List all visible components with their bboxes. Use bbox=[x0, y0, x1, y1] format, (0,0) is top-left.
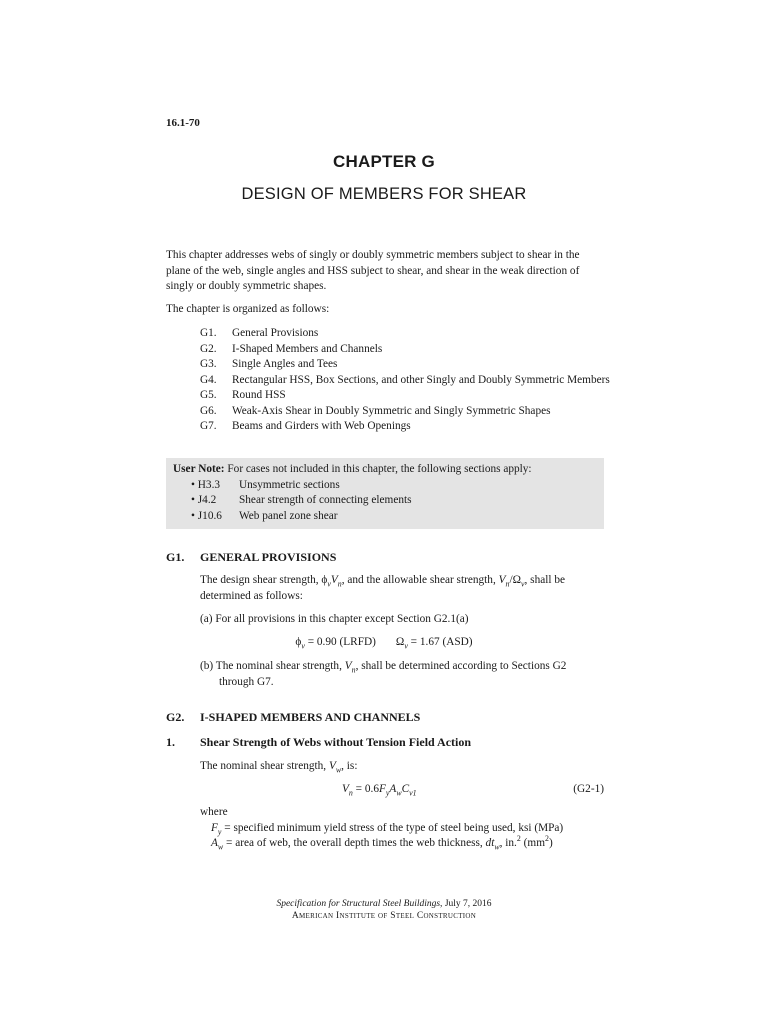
definition-aw bbox=[211, 834, 553, 852]
toc-code: G1. bbox=[200, 327, 217, 339]
text-run: ) bbox=[548, 837, 553, 849]
user-note-ref: • J4.2 bbox=[191, 494, 217, 506]
phi-symbol: ϕ bbox=[295, 636, 302, 648]
g1-paragraph bbox=[200, 573, 604, 604]
superscript: 2 bbox=[545, 834, 549, 844]
footer-date: July 7, 2016 bbox=[442, 899, 492, 909]
toc-title: I-Shaped Members and Channels bbox=[232, 342, 383, 355]
toc-code: G3. bbox=[200, 358, 217, 370]
toc-item bbox=[200, 404, 610, 420]
variable: d bbox=[485, 837, 492, 849]
user-note-box bbox=[166, 458, 604, 529]
variable: A bbox=[389, 783, 397, 795]
subscript: w bbox=[494, 842, 500, 852]
toc-code: G5. bbox=[200, 389, 217, 401]
resistance-factor-equation bbox=[0, 636, 768, 651]
nominal-shear-text bbox=[200, 759, 604, 775]
user-note-desc: Unsymmetric sections bbox=[239, 478, 340, 491]
variable: V bbox=[330, 574, 338, 586]
section-title: GENERAL PROVISIONS bbox=[200, 550, 337, 564]
subscript: v bbox=[301, 641, 305, 651]
subscript: v1 bbox=[409, 788, 417, 798]
subscript: v bbox=[327, 579, 331, 589]
toc-code: G6. bbox=[200, 404, 217, 417]
equation-expression bbox=[342, 783, 417, 798]
subscript: n bbox=[337, 579, 342, 589]
toc-item bbox=[200, 326, 610, 342]
page-footer bbox=[0, 898, 768, 922]
user-note-intro bbox=[173, 462, 597, 478]
intro-paragraph: This chapter addresses webs of singly or doubly symmetric members subject to shear in the plane of the web, single angles and HSS subject to shear, and shear in the weak direction of singly or doubly symmetric shapes. bbox=[166, 249, 580, 293]
subsection-title: Shear Strength of Webs without Tension Field Action bbox=[200, 735, 472, 749]
variable: A bbox=[211, 837, 218, 849]
variable: V bbox=[342, 783, 349, 795]
text-run: = 0.6 bbox=[352, 783, 379, 795]
toc-title: General Provisions bbox=[232, 327, 319, 339]
section-number: G2. bbox=[166, 710, 185, 724]
subscript: n bbox=[348, 788, 353, 798]
variable: V bbox=[498, 574, 506, 586]
text-run: The nominal shear strength, bbox=[200, 760, 329, 772]
equation-number: (G2-1) bbox=[573, 783, 604, 795]
subscript: n bbox=[351, 665, 356, 675]
toc-item bbox=[200, 357, 610, 373]
text-run: , is: bbox=[341, 760, 358, 772]
text-run: (mm bbox=[520, 837, 546, 849]
toc-code: G7. bbox=[200, 420, 217, 432]
user-note-ref: • H3.3 bbox=[191, 478, 221, 491]
user-note-item bbox=[173, 509, 597, 525]
toc-title: Rectangular HSS, Box Sections, and other Singly and Doubly Symmetric Members bbox=[232, 373, 610, 386]
definition-fy bbox=[211, 822, 564, 837]
toc-title: Weak-Axis Shear in Doubly Symmetric and Singly Symmetric Shapes bbox=[232, 404, 551, 417]
section-heading-g2 bbox=[166, 710, 420, 725]
user-note-item bbox=[173, 493, 597, 509]
phi-symbol: ϕ bbox=[321, 574, 328, 586]
toc-item bbox=[200, 373, 610, 389]
footer-publisher: American Institute of Steel Construction bbox=[291, 911, 477, 921]
chapter-subtitle: DESIGN OF MEMBERS FOR SHEAR bbox=[241, 185, 527, 203]
organized-text: The chapter is organized as follows: bbox=[166, 303, 330, 315]
variable: V bbox=[344, 660, 352, 672]
page-number: 16.1-70 bbox=[166, 117, 200, 129]
subscript: n bbox=[505, 579, 510, 589]
toc-item bbox=[200, 419, 610, 435]
subscript: w bbox=[396, 788, 402, 798]
toc-title: Round HSS bbox=[232, 389, 286, 401]
toc-item bbox=[200, 388, 610, 404]
text-run: = 0.90 (LRFD) bbox=[304, 636, 376, 648]
footer-line-1 bbox=[0, 898, 768, 910]
where-label: where bbox=[200, 806, 228, 818]
variable: F bbox=[211, 822, 218, 834]
subscript: y bbox=[217, 827, 222, 837]
text-run: (b) The nominal shear strength, bbox=[200, 660, 345, 672]
section-title: I-SHAPED MEMBERS AND CHANNELS bbox=[200, 710, 421, 724]
subscript: v bbox=[404, 641, 408, 651]
toc-code: G4. bbox=[200, 373, 217, 386]
g1-item-b bbox=[200, 659, 604, 690]
variable: t bbox=[491, 837, 495, 849]
toc-item bbox=[200, 342, 610, 358]
text-run: The design shear strength, bbox=[200, 574, 322, 586]
section-heading-g1 bbox=[166, 550, 336, 565]
omega-symbol: Ω bbox=[395, 636, 405, 648]
text-run: , in. bbox=[499, 837, 517, 849]
g1-item-a: (a) For all provisions in this chapter except Section G2.1(a) bbox=[200, 613, 469, 625]
variable: C bbox=[401, 783, 410, 795]
user-note-desc: Web panel zone shear bbox=[239, 509, 338, 522]
subscript: w bbox=[217, 842, 224, 852]
subsection-heading-1 bbox=[166, 735, 471, 750]
user-note-desc: Shear strength of connecting elements bbox=[239, 494, 412, 506]
text-run: = 1.67 (ASD) bbox=[407, 636, 473, 648]
variable: V bbox=[328, 760, 336, 772]
toc-title: Single Angles and Tees bbox=[232, 358, 338, 370]
subscript: w bbox=[335, 765, 342, 775]
subsection-number: 1. bbox=[166, 735, 175, 749]
omega-symbol: Ω bbox=[512, 574, 522, 586]
chapter-title: CHAPTER G bbox=[333, 152, 435, 171]
text-run: , and the allowable shear strength, bbox=[341, 574, 499, 586]
user-note-item bbox=[173, 478, 597, 494]
text-run: , shall be determined as follows: bbox=[200, 574, 566, 602]
toc-code: G2. bbox=[200, 342, 217, 355]
footer-spec-title: Specification for Structural Steel Buildings, bbox=[276, 899, 443, 909]
user-note-text: For cases not included in this chapter, the following sections apply: bbox=[224, 463, 532, 475]
text-run: = area of web, the overall depth times the web thickness, bbox=[223, 837, 486, 849]
toc-title: Beams and Girders with Web Openings bbox=[232, 420, 411, 432]
user-note-lead: User Note: bbox=[173, 463, 225, 475]
variable: F bbox=[379, 783, 386, 795]
section-number: G1. bbox=[166, 550, 185, 564]
subscript: y bbox=[385, 788, 390, 798]
text-run: / bbox=[509, 574, 513, 586]
subscript: v bbox=[521, 579, 525, 589]
text-run: = specified minimum yield stress of the type of steel being used, ksi (MPa) bbox=[221, 822, 564, 834]
user-note-ref: • J10.6 bbox=[191, 509, 222, 522]
superscript: 2 bbox=[516, 834, 521, 844]
chapter-contents-list bbox=[200, 326, 610, 435]
text-run: , shall be determined according to Sections G2 through G7. bbox=[219, 660, 567, 688]
